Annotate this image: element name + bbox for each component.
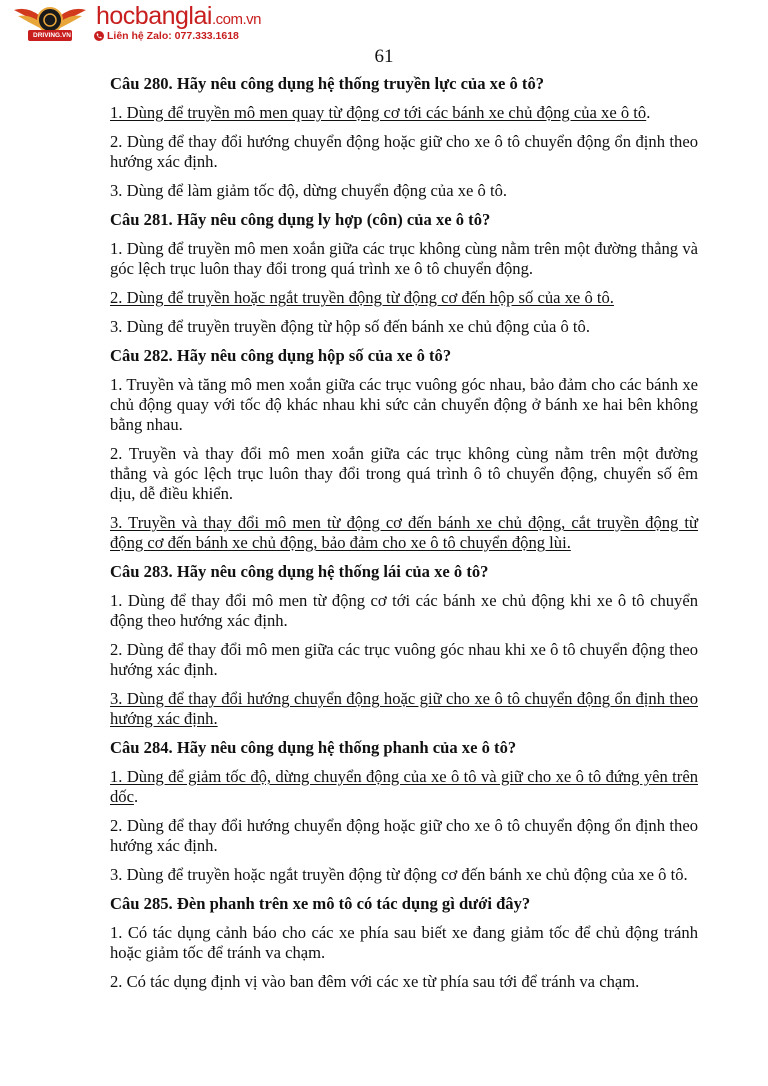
answer-option — [110, 816, 698, 856]
answer-text: 3. Dùng để làm giảm tốc độ, dừng chuyển động của xe ô tô. — [110, 181, 508, 200]
answer-text: 1. Dùng để truyền mô men xoắn giữa các trục không cùng nằm trên một đường thẳng và góc lệch trục luôn thay đổi trong quá trình xe ô tô chuyển động. — [110, 239, 698, 278]
site-name[interactable] — [96, 2, 261, 31]
answer-text: 1. Dùng để truyền mô men quay từ động cơ tới các bánh xe chủ động của xe ô tô — [110, 103, 647, 122]
answer-text: 3. Truyền và thay đổi mô men từ động cơ đến bánh xe chủ động, cắt truyền động từ động cơ đến bánh xe chủ động, bảo đảm cho xe ô tô chuyển động lùi. — [110, 513, 698, 552]
question-list — [110, 70, 698, 1001]
answer-suffix: . — [646, 103, 651, 122]
answer-text: 2. Truyền và thay đổi mô men xoắn giữa các trục không cùng nằm trên một đường thẳng và góc lệch trục luôn thay đổi trong quá trình ô tô chuyển động, chuyển số êm dịu, dễ điều khiển. — [110, 444, 698, 503]
answer-option — [110, 972, 698, 992]
answer-option — [110, 640, 698, 680]
question-title: Câu 280. Hãy nêu công dụng hệ thống truyền lực của xe ô tô? — [110, 74, 545, 93]
answer-text: 3. Dùng để truyền hoặc ngắt truyền động từ động cơ đến bánh xe chủ động của xe ô tô. — [110, 865, 688, 884]
answer-text: 2. Dùng để thay đổi mô men giữa các trục vuông góc nhau khi xe ô tô chuyển động theo hướng xác định. — [110, 640, 698, 679]
winged-logo-icon — [10, 2, 90, 46]
question-title: Câu 282. Hãy nêu công dụng hộp số của xe ô tô? — [110, 346, 452, 365]
answer-option — [110, 513, 698, 553]
answer-text: 3. Dùng để thay đổi hướng chuyển động hoặc giữ cho xe ô tô chuyển động ổn định theo hướng xác định. — [110, 689, 698, 728]
answer-option — [110, 923, 698, 963]
answer-option — [110, 103, 698, 123]
contact-text: Liên hệ Zalo: 077.333.1618 — [107, 30, 239, 42]
answer-option — [110, 181, 698, 201]
question-title: Câu 284. Hãy nêu công dụng hệ thống phanh của xe ô tô? — [110, 738, 517, 757]
answer-option — [110, 239, 698, 279]
answer-text: 1. Dùng để thay đổi mô men từ động cơ tới các bánh xe chủ động khi xe ô tô chuyển động theo hướng xác định. — [110, 591, 698, 630]
question-284 — [110, 738, 698, 885]
question-title: Câu 283. Hãy nêu công dụng hệ thống lái của xe ô tô? — [110, 562, 489, 581]
answer-option — [110, 444, 698, 504]
question-title: Câu 285. Đèn phanh trên xe mô tô có tác dụng gì dưới đây? — [110, 894, 531, 913]
question-282 — [110, 346, 698, 553]
question-285 — [110, 894, 698, 992]
answer-suffix: . — [133, 787, 139, 806]
answer-option — [110, 865, 698, 885]
site-domain: .com.vn — [211, 11, 261, 28]
page-number: 61 — [374, 46, 394, 67]
answer-text: 2. Dùng để thay đổi hướng chuyển động hoặc giữ cho xe ô tô chuyển động ổn định theo hướng xác định. — [110, 816, 698, 855]
question-281 — [110, 210, 698, 337]
answer-option — [110, 317, 698, 337]
answer-option — [110, 132, 698, 172]
answer-option — [110, 689, 698, 729]
answer-text: 2. Dùng để truyền hoặc ngắt truyền động từ động cơ đến hộp số của xe ô tô. — [110, 288, 614, 307]
answer-text: 1. Truyền và tăng mô men xoắn giữa các trục vuông góc nhau, bảo đảm cho các bánh xe chủ động quay với tốc độ khác nhau khi sức cản chuyển động ở bánh xe hai bên không bằng nhau. — [110, 375, 698, 434]
answer-text: 2. Dùng để thay đổi hướng chuyển động hoặc giữ cho xe ô tô chuyển động ổn định theo hướng xác định. — [110, 132, 698, 171]
answer-option — [110, 591, 698, 631]
answer-text: 1. Dùng để giảm tốc độ, dừng chuyển động của xe ô tô và giữ cho xe ô tô đứng yên trên dốc — [110, 767, 698, 806]
site-header — [10, 2, 300, 48]
answer-text: 2. Có tác dụng định vị vào ban đêm với các xe từ phía sau tới để tránh va chạm. — [110, 972, 640, 991]
answer-option — [110, 288, 698, 308]
question-title: Câu 281. Hãy nêu công dụng ly hợp (côn) của xe ô tô? — [110, 210, 491, 229]
question-283 — [110, 562, 698, 729]
answer-option — [110, 767, 698, 807]
site-name-main: hocbanglai — [96, 2, 212, 30]
answer-option — [110, 375, 698, 435]
contact-line — [94, 30, 239, 42]
question-280 — [110, 74, 698, 201]
phone-icon — [94, 31, 104, 41]
logo-badge-text: DRIVING.VN — [33, 32, 71, 39]
answer-text: 3. Dùng để truyền truyền động từ hộp số đến bánh xe chủ động của ô tô. — [110, 317, 590, 336]
answer-text: 1. Có tác dụng cảnh báo cho các xe phía sau biết xe đang giảm tốc để chủ động tránh hoặc giảm tốc để tránh va chạm. — [110, 923, 698, 962]
